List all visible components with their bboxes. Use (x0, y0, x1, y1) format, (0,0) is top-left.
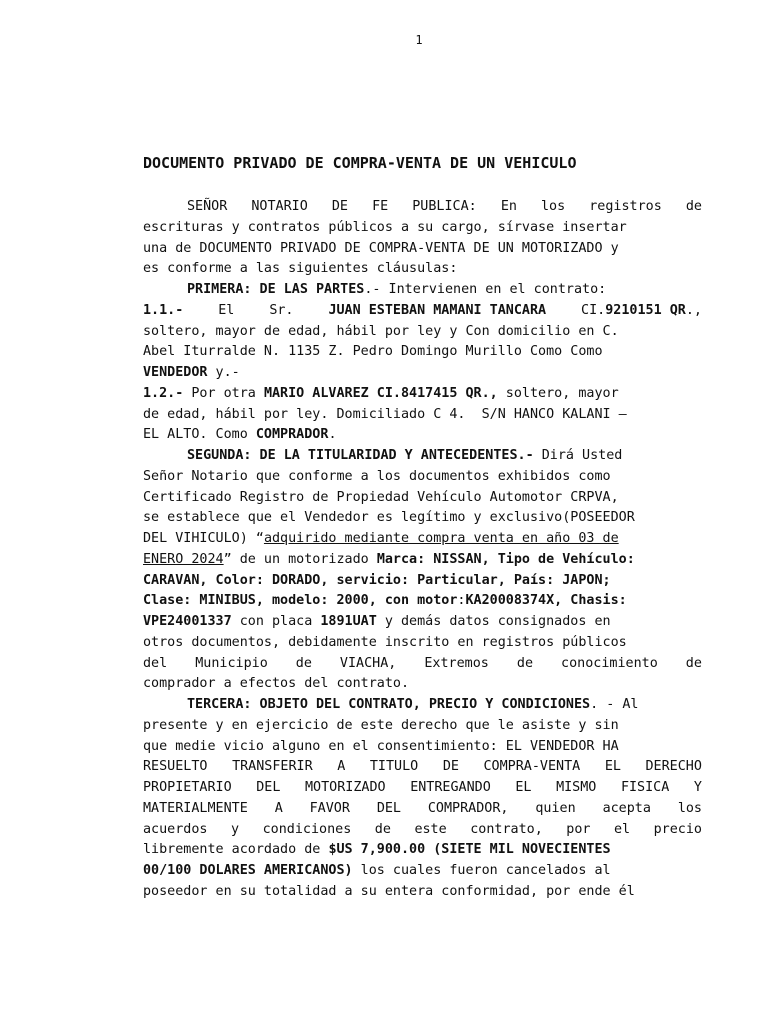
party-1-1-line-2: soltero, mayor de edad, hábil por ley y Con domicilio en C. (143, 323, 619, 339)
segunda-line-10: otros documentos, debidamente inscrito en registros públicos (143, 634, 627, 650)
tercera-line-3: que medie vicio alguno en el consentimiento: EL VENDEDOR HA (143, 738, 619, 754)
intro-line-1: SEÑOR NOTARIO DE FE PUBLICA: En los registros de (187, 199, 702, 214)
document-body (143, 197, 702, 903)
document-title: DOCUMENTO PRIVADO DE COMPRA-VENTA DE UN VEHICULO (143, 154, 577, 172)
party-1-1-line-3: Abel Iturralde N. 1135 Z. Pedro Domingo Murillo Como Como (143, 344, 603, 360)
party-1-1-line-1: 1.1.- El Sr. JUAN ESTEBAN MAMANI TANCARA CI.9210151 QR., (143, 302, 702, 318)
segunda-line-7: CARAVAN, Color: DORADO, servicio: Particular, País: JAPON; (143, 572, 611, 588)
party-1-2-line-2: de edad, hábil por ley. Domiciliado C 4. S/N HANCO KALANI – (143, 406, 627, 422)
tercera-line-9: 00/100 DOLARES AMERICANOS) los cuales fueron cancelados al (143, 863, 611, 878)
tercera-line-7: acuerdos y condiciones de este contrato, por el precio (143, 821, 702, 837)
tercera-line-6: MATERIALMENTE A FAVOR DEL COMPRADOR, quien acepta los (143, 800, 702, 816)
tercera-line-4: RESUELTO TRANSFERIR A TITULO DE COMPRA-VENTA EL DERECHO (143, 759, 702, 775)
segunda-line-5: DEL VIHICULO) “ adquirido mediante compra venta en año 03 de (143, 531, 619, 546)
segunda-line-2: Señor Notario que conforme a los documentos exhibidos como (143, 468, 611, 484)
tercera-line-10: poseedor en su totalidad a su entera conformidad, por ende él (143, 883, 635, 899)
segunda-line-6: ENERO 2024 ” de un motorizado Marca: NISSAN, Tipo de Vehículo: (143, 551, 635, 567)
party-1-2-line-1: 1.2.- Por otra MARIO ALVAREZ CI.8417415 QR., soltero, mayor (143, 385, 619, 401)
tercera-line-5: PROPIETARIO DEL MOTORIZADO ENTREGANDO EL MISMO FISICA Y (143, 780, 702, 795)
tercera-line-2: presente y en ejercicio de este derecho que le asiste y sin (143, 717, 619, 733)
tercera-line-8: libremente acordado de $US 7,900.00 (SIETE MIL NOVECIENTES (143, 840, 702, 861)
clause-tercera-heading: TERCERA: OBJETO DEL CONTRATO, PRECIO Y CONDICIONES . - Al (187, 697, 639, 712)
segunda-line-11: del Municipio de VIACHA, Extremos de conocimiento de (143, 655, 702, 671)
party-1-1-line-4: VENDEDOR y.- (143, 365, 240, 380)
segunda-line-9: VPE24001337 con placa 1891UAT y demás datos consignados en (143, 614, 611, 629)
segunda-line-3: Certificado Registro de Propiedad Vehículo Automotor CRPVA, (143, 489, 619, 505)
page-number: 1 (415, 33, 423, 47)
party-1-2-line-3: EL ALTO. Como COMPRADOR . (143, 427, 337, 443)
price-amount: $US 7,900.00 (SIETE MIL NOVECIENTES (328, 842, 611, 858)
intro-line-3: una de DOCUMENTO PRIVADO DE COMPRA-VENTA DE UN MOTORIZADO y (143, 240, 619, 256)
segunda-line-4: se establece que el Vendedor es legítimo y exclusivo(POSEEDOR (143, 510, 635, 526)
intro-line-2: escrituras y contratos públicos a su cargo, sírvase insertar (143, 219, 627, 235)
segunda-line-12: comprador a efectos del contrato. (143, 676, 410, 692)
segunda-line-8: Clase: MINIBUS, modelo: 2000, con motor : KA20008374X, Chasis: (143, 593, 627, 609)
clause-segunda-heading: SEGUNDA: DE LA TITULARIDAD Y ANTECEDENTES.- Dirá Usted (187, 448, 623, 463)
intro-line-4: es conforme a las siguientes cláusulas: (143, 261, 458, 277)
clause-primera-heading: PRIMERA: DE LAS PARTES .- Intervienen en el contrato: (187, 282, 607, 297)
